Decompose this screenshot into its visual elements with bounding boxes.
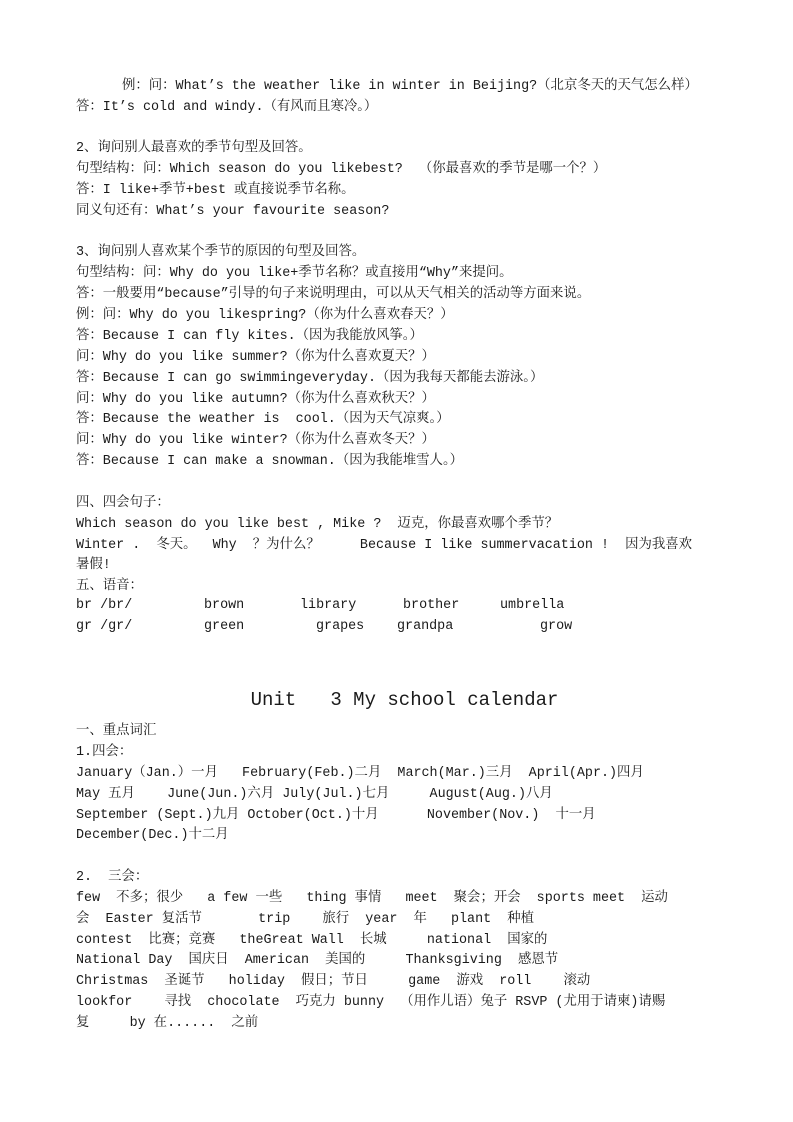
- vocab-line: few 不多；很少 a few 一些 thing 事情 meet 聚会；开会 sports meet 运动: [76, 891, 668, 906]
- unit-title: Unit 3 My school calendar: [250, 689, 559, 711]
- phonics-word: brown: [204, 598, 245, 613]
- phonics-sound: br /br/: [76, 598, 133, 613]
- dialogue-line: 答：Because I can go swimmingeveryday.（因为我每天都能去游泳。）: [76, 371, 544, 386]
- section-2-heading: 2、询问别人最喜欢的季节句型及回答。: [76, 141, 312, 156]
- vocab-line: lookfor 寻找 chocolate 巧克力 bunny （用作儿语）兔子 RSVP (尤用于请柬)请赐: [76, 995, 666, 1010]
- section-3-structure: 句型结构：问：Why do you like+季节名称？或直接用“Why”来提问。: [76, 266, 513, 281]
- dialogue-line: 例：问：Why do you likespring?（你为什么喜欢春天？）: [76, 308, 454, 323]
- phonics-word: grapes: [316, 619, 365, 634]
- section-2-answer: 答：I like+季节+best 或直接说季节名称。: [76, 183, 355, 198]
- vocab-heading: 一、重点词汇: [76, 724, 157, 739]
- sentence-line: Which season do you like best , Mike ? 迈克，你最喜欢哪个季节？: [76, 517, 559, 532]
- phonics-word: grow: [540, 619, 573, 634]
- dialogue-line: 答：Because I can make a snowman.（因为我能堆雪人。）: [76, 454, 464, 469]
- dialogue-line: 答：Because the weather is cool.（因为天气凉爽。）: [76, 412, 450, 427]
- example-question: 例：问：What’s the weather like in winter in Beijing?（北京冬天的天气怎么样）: [122, 79, 698, 94]
- vocab-line: National Day 国庆日 American 美国的 Thanksgiving 感恩节: [76, 953, 559, 968]
- section-3-answer: 答：一般要用“because”引导的句子来说明理由，可以从天气相关的活动等方面来说。: [76, 287, 591, 302]
- section-4-heading: 四、四会句子：: [76, 496, 170, 511]
- dialogue-line: 问：Why do you like winter?（你为什么喜欢冬天？）: [76, 433, 435, 448]
- sentence-line: Winter . 冬天。 Why ？为什么？ Because I like summervacation ! 因为我喜欢: [76, 538, 693, 553]
- sentence-line: 暑假!: [76, 558, 111, 573]
- section-2-synonym: 同义句还有：What’s your favourite season?: [76, 204, 390, 219]
- three-skill-heading: 2. 三会：: [76, 870, 149, 885]
- dialogue-line: 答：Because I can fly kites.（因为我能放风筝。）: [76, 329, 423, 344]
- vocab-line: 复 by 在...... 之前: [76, 1016, 259, 1031]
- vocab-line: Christmas 圣诞节 holiday 假日；节日 game 游戏 roll 滚动: [76, 974, 591, 989]
- phonics-word: brother: [403, 598, 460, 613]
- months-line: December(Dec.)十二月: [76, 828, 229, 843]
- vocab-line: contest 比赛；竞赛 theGreat Wall 长城 national 国家的: [76, 933, 548, 948]
- example-answer: 答：It’s cold and windy.（有风而且寒冷。）: [76, 100, 378, 115]
- phonics-word: green: [204, 619, 245, 634]
- section-5-heading: 五、语音：: [76, 579, 143, 594]
- section-3-heading: 3、询问别人喜欢某个季节的原因的句型及回答。: [76, 245, 366, 260]
- four-skill-heading: 1.四会：: [76, 745, 133, 760]
- phonics-word: library: [300, 598, 357, 613]
- phonics-word: grandpa: [397, 619, 454, 634]
- months-line: September (Sept.)九月 October(Oct.)十月 November(Nov.) 十一月: [76, 808, 596, 823]
- vocab-line: 会 Easter 复活节 trip 旅行 year 年 plant 种植: [76, 912, 535, 927]
- months-line: January（Jan.）一月 February(Feb.)二月 March(Mar.)三月 April(Apr.)四月: [76, 766, 644, 781]
- dialogue-line: 问：Why do you like autumn?（你为什么喜欢秋天？）: [76, 392, 435, 407]
- dialogue-line: 问：Why do you like summer?（你为什么喜欢夏天？）: [76, 350, 435, 365]
- phonics-word: umbrella: [500, 598, 565, 613]
- phonics-sound: gr /gr/: [76, 619, 133, 634]
- section-2-structure: 句型结构：问：Which season do you likebest? （你最喜欢的季节是哪一个？）: [76, 162, 607, 177]
- months-line: May 五月 June(Jun.)六月 July(Jul.)七月 August(Aug.)八月: [76, 787, 553, 802]
